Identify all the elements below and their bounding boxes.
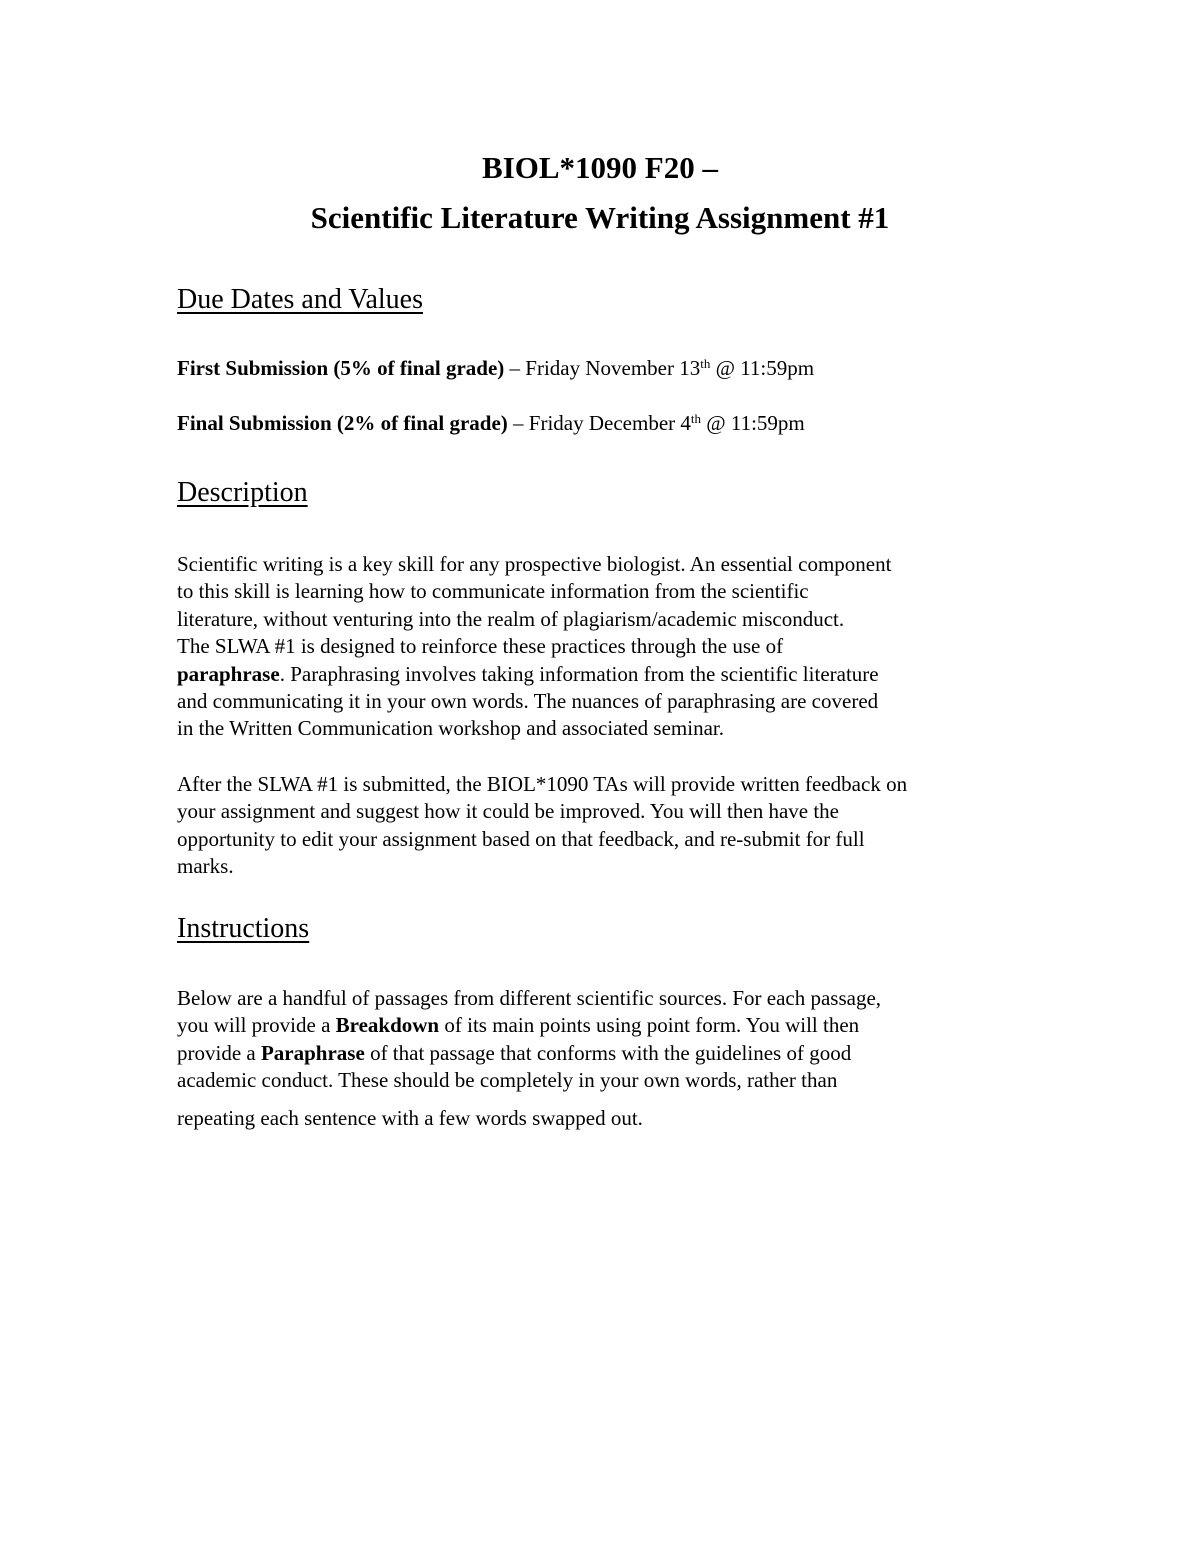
final-submission-suffix: th (690, 411, 702, 426)
paragraph-line: Scientific writing is a key skill for any prospective biologist. An essential component (177, 552, 892, 576)
paragraph-line: your assignment and suggest how it could be improved. You will then have the (177, 799, 840, 824)
paragraph-line-rest: of that passage that conforms with the guidelines of good (364, 1040, 852, 1065)
paragraph-line-rest: of its main points using point form. You will then (439, 1013, 860, 1038)
paragraph-line: The SLWA #1 is designed to reinforce these practices through the use of (177, 634, 784, 659)
heading-instructions: Instructions (177, 913, 310, 944)
paragraph-line-start: provide a (177, 1040, 261, 1065)
final-submission-date: Friday December 4 (528, 411, 691, 435)
first-submission-line (177, 354, 814, 382)
first-submission-time: @ 11:59pm (710, 356, 815, 380)
paragraph-line: opportunity to edit your assignment based on that feedback, and re-submit for full (177, 826, 865, 851)
title-course-line: BIOL*1090 F20 – (482, 150, 718, 185)
instructions-paragraph (177, 985, 1037, 1132)
paragraph-line: Below are a handful of passages from different scientific sources. For each passage, (177, 986, 882, 1010)
paragraph-line-start: you will provide a (177, 1013, 336, 1038)
heading-due-dates: Due Dates and Values (177, 284, 423, 315)
breakdown-term: Breakdown (335, 1013, 440, 1038)
first-submission-separator: – (504, 356, 526, 380)
paragraph-line (177, 1040, 1037, 1067)
description-paragraph-1 (177, 551, 1037, 743)
final-submission-label: Final Submission (2% of final grade) (177, 411, 508, 435)
paragraph-line: marks. (177, 854, 234, 879)
paragraph-line: literature, without venturing into the realm of plagiarism/academic misconduct. (177, 606, 845, 631)
first-submission-date: Friday November 13 (525, 356, 701, 380)
final-submission-line (177, 409, 805, 437)
paraphrase-term: Paraphrase (260, 1040, 365, 1065)
paragraph-line: in the Written Communication workshop and associated seminar. (177, 716, 724, 741)
description-paragraph-2 (177, 771, 1037, 881)
final-submission-time: @ 11:59pm (701, 411, 805, 435)
title-assignment-line: Scientific Literature Writing Assignment #1 (310, 200, 890, 235)
paragraph-line: and communicating it in your own words. The nuances of paraphrasing are covered (177, 689, 879, 714)
final-submission-separator: – (507, 411, 529, 435)
paraphrase-term: paraphrase (177, 661, 280, 686)
document-title (0, 143, 1200, 243)
paragraph-line: After the SLWA #1 is submitted, the BIOL*1090 TAs will provide written feedback on (177, 772, 908, 796)
first-submission-suffix: th (700, 356, 711, 371)
paragraph-line (177, 661, 1037, 688)
paragraph-line: academic conduct. These should be completely in your own words, rather than (177, 1068, 838, 1093)
paragraph-line: to this skill is learning how to communicate information from the scientific (177, 579, 809, 604)
paragraph-line: repeating each sentence with a few words swapped out. (177, 1105, 643, 1130)
paragraph-line-rest: . Paraphrasing involves taking information from the scientific literature (279, 661, 879, 686)
heading-description: Description (177, 477, 308, 508)
first-submission-label: First Submission (5% of final grade) (177, 356, 505, 380)
paragraph-line (177, 1012, 1037, 1039)
